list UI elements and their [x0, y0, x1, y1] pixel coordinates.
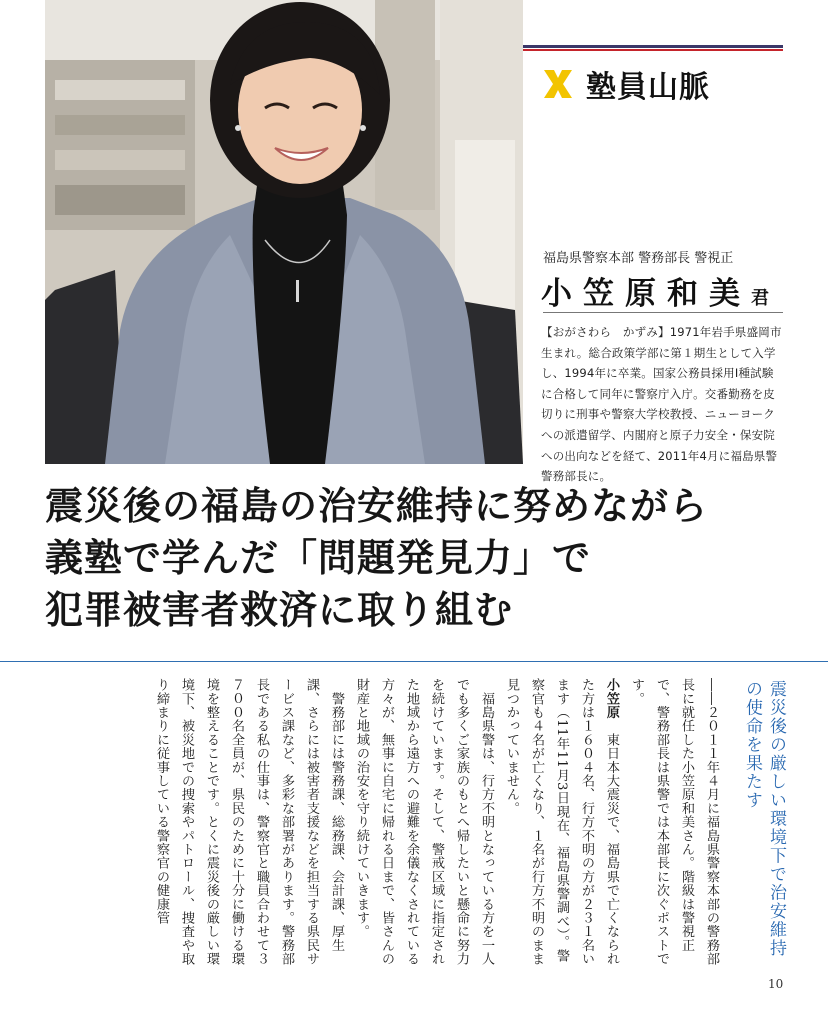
header-rule-navy — [523, 45, 783, 48]
article-body — [48, 678, 788, 970]
honorific: 君 — [751, 288, 769, 309]
paragraph-3: 福島県警は、行方不明となっている方を一人でも多くご家族のもとへ帰したいと懸命に努力を続けています。そして、警戒区域に指定された地域から遠方への避難を余儀なくされている方々が、無事に自宅に帰れる日まで、皆さんの財産と地域の治安を守り続けていきます。 — [354, 678, 494, 966]
affiliation: 福島県警察本部 警務部長 警視正 — [543, 251, 734, 266]
section-heading: 震災後の厳しい環境下で治安維持の使命を果たす — [742, 680, 786, 958]
article-headline — [45, 480, 805, 636]
yellow-x-icon — [540, 66, 576, 102]
person-name: 小笠原和美 — [541, 276, 751, 312]
headline-line-1: 震災後の福島の治安維持に努めながら — [45, 483, 709, 528]
paragraph-4: 警務部には警務課、総務課、会計課、厚生課、さらには被害者支援などを担当する県民サービス課など、多彩な部署があります。警務部長である私の仕事は、警察官と職員合わせて３７００名全員が、県民のために十分に働ける環境を整えることです。とくに震災後の厳しい環境下、被災地での捜索やパトロール、捜査や取り締まりに従事している警察官の健康管 — [154, 678, 344, 966]
biography — [541, 322, 785, 487]
section-divider — [0, 661, 828, 662]
page-number: 10 — [768, 977, 784, 991]
speaker-label: 小笠原 — [604, 678, 619, 720]
series-title: 塾員山脈 — [586, 70, 710, 105]
headline-line-2: 義塾で学んだ「問題発見力」で — [45, 535, 592, 580]
paragraph-1: ――２０１１年４月に福島県警察本部の警務部長に就任した小笠原和美さん。階級は警視正で、警務部長は県警では本部長に次ぐポストです。 — [629, 678, 719, 966]
name-divider — [543, 312, 783, 313]
bio-text: 【おがさわら かずみ】1971年岩手県盛岡市生まれ。総合政策学部に第１期生として入学し、1994年に卒業。国家公務員採用Ⅰ種試験に合格して同年に警察庁入庁。交番勤務を皮切りに刑事や警察大学校教授、ニューヨークへの派遣留学、内閣府と原子力安全・保安院への出向などを経て、2011年4月に福島県警警務部長に。 — [541, 325, 782, 484]
portrait-photo — [45, 0, 523, 464]
series-banner — [540, 64, 710, 104]
header-rule-red — [523, 49, 783, 51]
name-row — [541, 268, 783, 313]
paragraph-2-text: 東日本大震災で、福島県で亡くなられた方は１６０４名、行方不明の方が２３１名います（11年11月3日現在、福島県警調べ）。警察官も４名が亡くなり、１名が行方不明のまま見つかっていません。 — [504, 678, 619, 966]
paragraph-2 — [499, 678, 624, 970]
headline-line-3: 犯罪被害者救済に取り組む — [45, 587, 514, 632]
